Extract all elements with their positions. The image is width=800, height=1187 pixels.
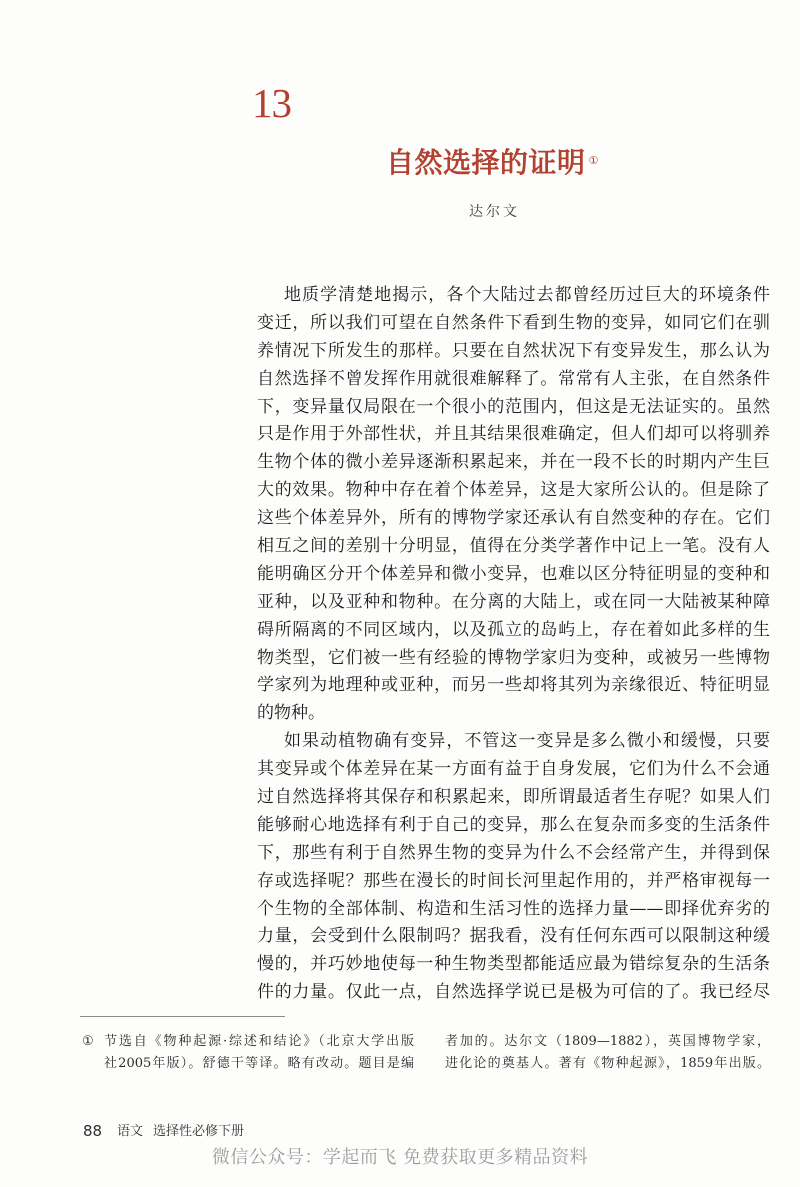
text-line: 下，那些有利于自然界生物的变异为什么不会经常产生，并得到保	[257, 842, 770, 863]
footnote-mark: ①	[82, 1034, 94, 1049]
subject-label: 语文	[117, 1124, 144, 1139]
watermark-text: 微信公众号：学起而飞 免费获取更多精品资料	[211, 1147, 589, 1168]
footnote-line: 者加的。达尔文（1809—1882），英国博物学家，	[445, 1034, 770, 1049]
footnote-line: 社2005年版）。舒德干等译。略有改动。题目是编	[104, 1056, 414, 1071]
text-line: 能够耐心地选择有利于自己的变异，那么在复杂而多变的生活条件	[257, 814, 770, 835]
text-line: 碍所隔离的不同区域内，以及孤立的岛屿上，存在着如此多样的生	[257, 619, 770, 640]
author-name: 达尔文	[469, 204, 520, 220]
text-line: 自然选择不曾发挥作用就很难解释了。常常有人主张，在自然条件	[257, 368, 770, 389]
text-line: 地质学清楚地揭示，各个大陆过去都曾经历过巨大的环境条件	[284, 285, 770, 305]
text-line: 能明确区分开个体差异和微小变异，也难以区分特征明显的变种和	[257, 563, 770, 584]
text-line: 个生物的全部体制、构造和生活习性的选择力量——即择优弃劣的	[257, 898, 770, 919]
text-line: 下，变异量仅局限在一个很小的范围内，但这是无法证实的。虽然	[257, 396, 770, 417]
paragraph	[257, 282, 770, 728]
footnote-left-column	[104, 1031, 414, 1075]
text-line: 物类型，它们被一些有经验的博物学家归为变种，或被另一些博物	[257, 647, 770, 668]
footnote-line: 进化论的奠基人。著有《物种起源》，1859年出版。	[445, 1056, 770, 1071]
text-line: 慢的，并巧妙地使每一种生物类型都能适应最为错综复杂的生活条	[257, 954, 770, 975]
text-line: 力量，会受到什么限制吗？据我看，没有任何东西可以限制这种缓	[257, 926, 770, 947]
page-number: 88	[83, 1122, 103, 1140]
text-line: 的物种。	[257, 703, 325, 724]
text-line: 相互之间的差别十分明显，值得在分类学著作中记上一笔。没有人	[257, 536, 770, 557]
text-line: 变迁，所以我们可望在自然条件下看到生物的变异，如同它们在驯	[257, 312, 770, 333]
text-line: 养情况下所发生的那样。只要在自然状况下有变异发生，那么认为	[257, 340, 770, 361]
title-footnote-mark: ①	[588, 154, 599, 167]
text-line: 大的效果。物种中存在着个体差异，这是大家所公认的。但是除了	[257, 480, 770, 501]
text-line: 生物个体的微小差异逐渐积累起来，并在一段不长的时期内产生巨	[257, 452, 770, 473]
text-line: 过自然选择将其保存和积累起来，即所谓最适者生存呢？如果人们	[257, 787, 770, 808]
text-line: 这些个体差异外，所有的博物学家还承认有自然变种的存在。它们	[257, 508, 770, 529]
text-line: 亚种，以及亚种和物种。在分离的大陆上，或在同一大陆被某种障	[257, 591, 770, 612]
body-text	[257, 282, 770, 1007]
footnote-line: 节选自《物种起源·综述和结论》（北京大学出版	[104, 1034, 414, 1049]
text-line: 存或选择呢？那些在漫长的时间长河里起作用的，并严格审视每一	[257, 870, 770, 891]
chapter-number: 13	[252, 80, 291, 126]
text-line: 学家列为地理种或亚种，而另一些却将其列为亲缘很近、特征明显	[257, 675, 770, 696]
text-line: 如果动植物确有变异，不管这一变异是多么微小和缓慢，只要	[284, 731, 770, 752]
footnote-rule	[80, 1016, 285, 1017]
volume-label: 选择性必修下册	[153, 1124, 245, 1139]
paragraph	[257, 728, 770, 1007]
chapter-heading	[386, 146, 598, 184]
text-line: 其变异或个体差异在某一方面有益于自身发展，它们为什么不会通	[257, 759, 770, 780]
text-line: 只是作用于外部性状，并且其结果很难确定，但人们却可以将驯养	[257, 424, 770, 445]
footnote-right-column	[445, 1031, 770, 1075]
chapter-title: 自然选择的证明	[386, 146, 586, 179]
text-line: 件的力量。仅此一点，自然选择学说已是极为可信的了。我已经尽	[257, 982, 770, 1003]
